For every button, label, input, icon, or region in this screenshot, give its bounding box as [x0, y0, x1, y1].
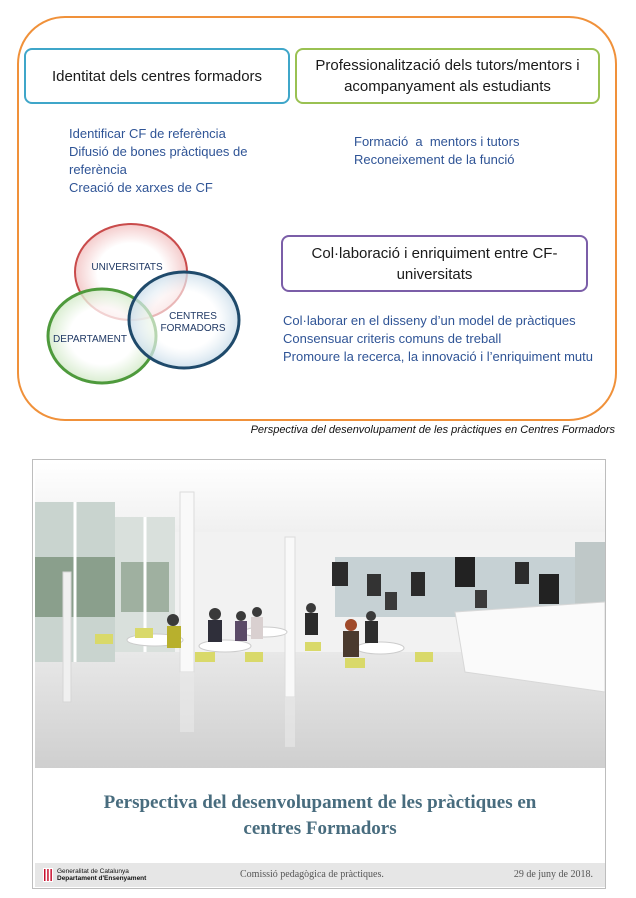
- venn-label-departament: DEPARTAMENT: [53, 334, 127, 345]
- slide: [32, 459, 606, 889]
- list-item: Creació de xarxes de CF: [69, 180, 213, 195]
- list-item: Consensuar criteris comuns de treball: [283, 331, 502, 346]
- footer-date: 29 de juny de 2018.: [513, 869, 593, 880]
- cafeteria-photo: [35, 462, 605, 768]
- logo-line1: Generalitat de Catalunya: [57, 868, 129, 875]
- list-item: Difusió de bones pràctiques de referència: [69, 144, 248, 177]
- venn-diagram: [44, 222, 246, 388]
- slide-title-line1: Perspectiva del desenvolupament de les pràctiques en: [103, 792, 537, 813]
- generalitat-logo-icon: [43, 868, 53, 882]
- box-professionalitzacio-label: Professionalització dels tutors/mentors i acompanyament als estudiants: [315, 57, 580, 95]
- box-collaboracio: [281, 235, 588, 292]
- list-item: Reconeixement de la funció: [354, 152, 515, 167]
- footer-commission: Comissió pedagògica de pràctiques.: [240, 869, 384, 880]
- slide-footer: [35, 863, 605, 887]
- list-identitat: [69, 125, 289, 197]
- venn-circles: [44, 222, 246, 388]
- generalitat-logo: [43, 868, 213, 882]
- diagram-caption: Perspectiva del desenvolupament de les pràctiques en Centres Formadors: [250, 424, 615, 436]
- box-professionalitzacio: [295, 48, 600, 104]
- list-item: Formació a mentors i tutors: [354, 134, 520, 149]
- venn-label-centres: CENTRES FORMADORS: [160, 311, 226, 334]
- list-item: Col·laborar en el disseny d’un model de pràctiques: [283, 313, 576, 328]
- list-item: Promoure la recerca, la innovació i l’enriquiment mutu: [283, 349, 593, 364]
- venn-label-universitats: UNIVERSITATS: [91, 262, 163, 273]
- slide-title-line2: centres Formadors: [243, 818, 397, 839]
- slide-title: [39, 790, 601, 842]
- list-item: Identificar CF de referència: [69, 126, 226, 141]
- logo-line2: Departament d'Ensenyament: [57, 875, 147, 882]
- box-collaboracio-label: Col·laboració i enriquiment entre CF-universitats: [311, 244, 558, 283]
- list-professionalitzacio: [354, 133, 594, 169]
- box-identitat-label: Identitat dels centres formadors: [51, 67, 263, 85]
- list-collaboracio: [283, 312, 603, 366]
- box-identitat: [24, 48, 290, 104]
